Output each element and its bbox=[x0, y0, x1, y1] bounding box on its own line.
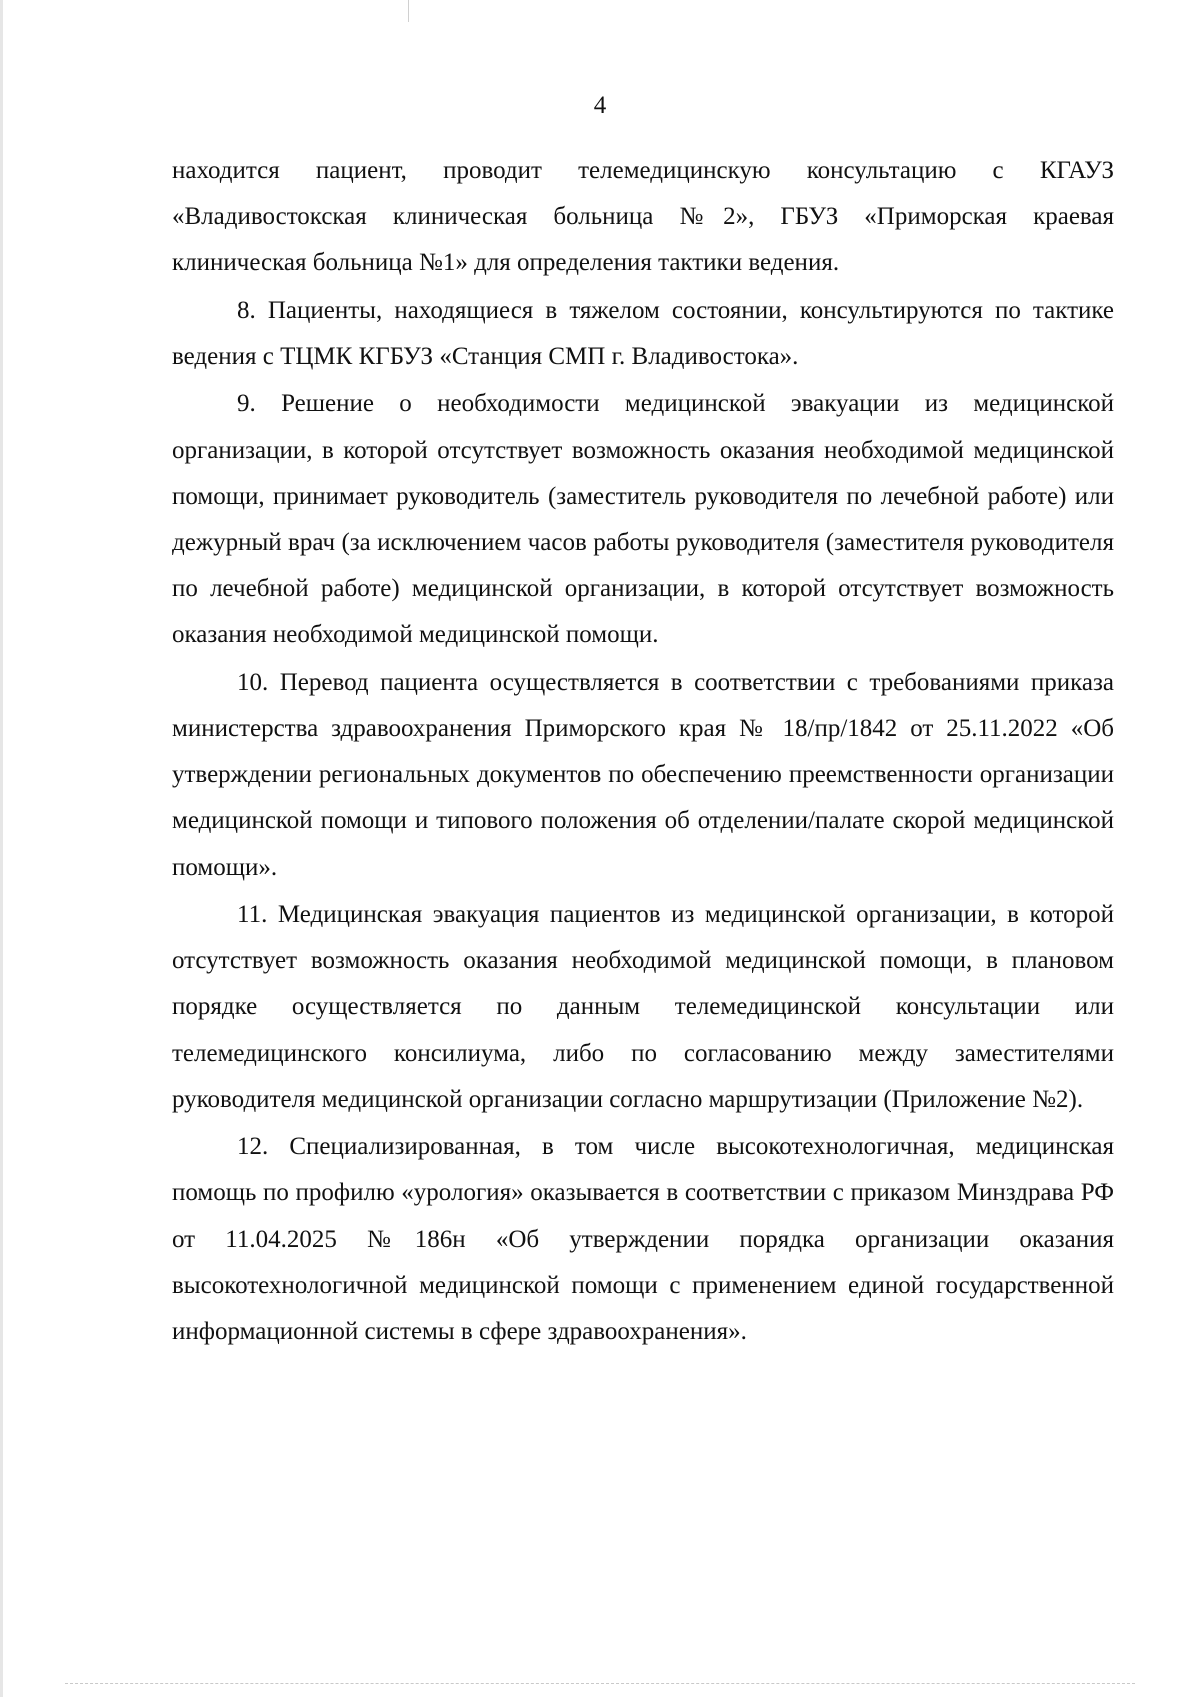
scan-artifact-mark bbox=[408, 0, 409, 22]
paragraph-item-11: 11. Медицинская эвакуация пациентов из медицинской организации, в которой отсутствует возможность оказания необходимой медицинской помощи, в плановом порядке осуществляется по данным телемедицинской консультации или телемедицинского консилиума, либо по согласованию между заместителями руководителя медицинской организации согласно маршрутизации (Приложение №2). bbox=[172, 901, 1114, 1113]
paragraph-item-10: 10. Перевод пациента осуществляется в соответствии с требованиями приказа министерства здравоохранения Приморского края № 18/пр/1842 от 25.11.2022 «Об утверждении региональных документов по обеспечению преемственности организации медицинской помощи и типового положения об отделении/палате скорой медицинской помощи». bbox=[172, 668, 1114, 881]
document-body bbox=[172, 148, 1114, 1356]
paragraph-item-12: 12. Специализированная, в том числе высокотехнологичная, медицинская помощь по профилю «урология» оказывается в соответствии с приказом Минздрава РФ от 11.04.2025 №186н «Об утверждении порядка организации оказания высокотехнологичной медицинской помощи с применением единой государственной информационной системы в сфере здравоохранения». bbox=[172, 1133, 1114, 1346]
paragraph-continuation: находится пациент, проводит телемедицинскую консультацию с КГАУЗ «Владивостокская клиническая больница №2», ГБУЗ «Приморская краевая клиническая больница №1» для определения тактики ведения. bbox=[172, 157, 1114, 277]
page-number: 4 bbox=[593, 92, 607, 119]
paragraph-item-8: 8. Пациенты, находящиеся в тяжелом состоянии, консультируются по тактике ведения с ТЦМК КГБУЗ «Станция СМП г. Владивостока». bbox=[172, 296, 1114, 370]
scan-bottom-edge bbox=[65, 1683, 1135, 1684]
paragraph-item-9: 9. Решение о необходимости медицинской эвакуации из медицинской организации, в которой отсутствует возможность оказания необходимой медицинской помощи, принимает руководитель (заместитель руководителя по лечебной работе) или дежурный врач (за исключением часов работы руководителя (заместителя руководителя по лечебной работе) медицинской организации, в которой отсутствует возможность оказания необходимой медицинской помощи. bbox=[172, 390, 1114, 649]
scan-edge-shadow bbox=[0, 0, 3, 1697]
